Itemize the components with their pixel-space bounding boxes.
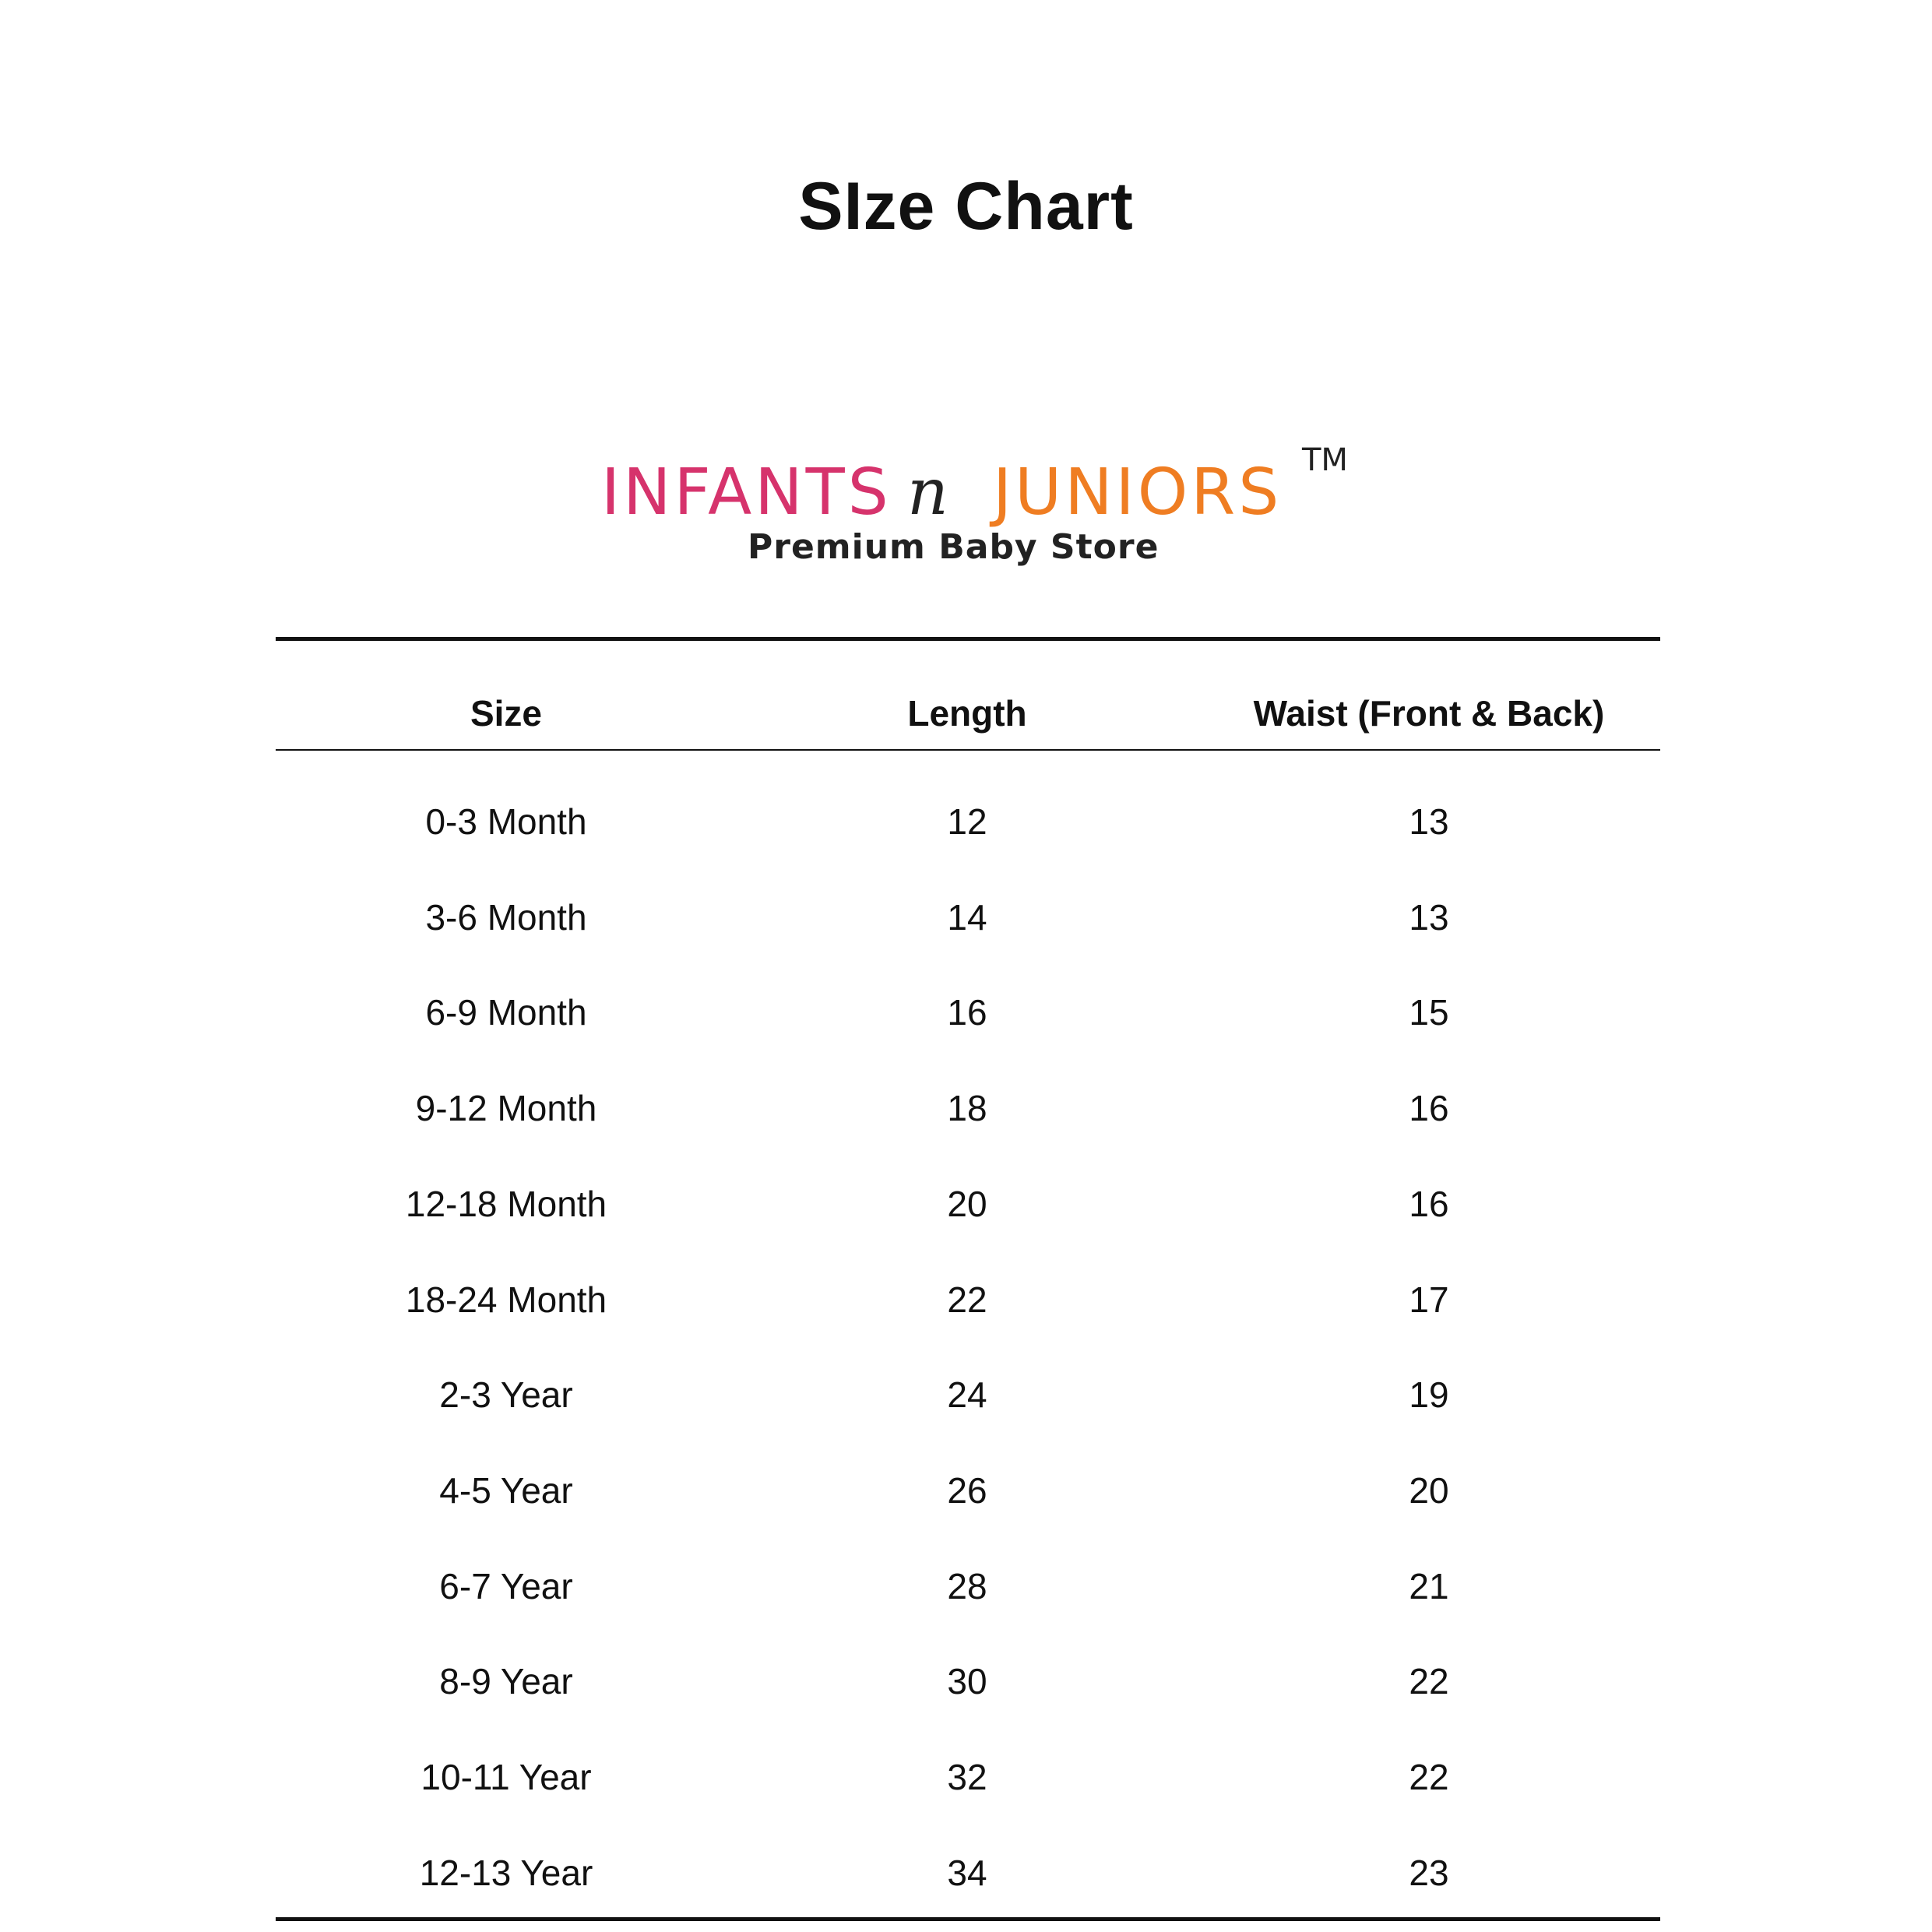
cell-length: 16 (947, 992, 987, 1033)
cell-waist: 23 (1409, 1853, 1449, 1893)
logo-word-juniors: JUNIORS (993, 456, 1283, 530)
cell-size: 0-3 Month (425, 801, 587, 842)
cell-size: 12-13 Year (419, 1853, 593, 1893)
cell-waist: 13 (1409, 897, 1449, 938)
cell-size: 9-12 Month (415, 1088, 597, 1128)
table-row (0, 1849, 1932, 1896)
header-waist: Waist (Front & Back) (1253, 693, 1605, 734)
cell-size: 3-6 Month (425, 897, 587, 938)
brand-logo (592, 432, 1363, 580)
cell-waist: 22 (1409, 1757, 1449, 1797)
header-size: Size (470, 693, 543, 734)
cell-size: 12-18 Month (405, 1184, 607, 1224)
cell-length: 24 (947, 1374, 987, 1415)
cell-waist: 22 (1409, 1661, 1449, 1701)
cell-waist: 17 (1409, 1279, 1449, 1320)
cell-waist: 15 (1409, 992, 1449, 1033)
table-row (0, 1371, 1932, 1418)
table-row (0, 1181, 1932, 1227)
cell-length: 18 (947, 1088, 987, 1128)
header-length: Length (907, 693, 1027, 734)
cell-waist: 20 (1409, 1470, 1449, 1511)
trademark-mark: TM (1302, 442, 1348, 478)
cell-length: 28 (947, 1566, 987, 1606)
cell-waist: 21 (1409, 1566, 1449, 1606)
table-row (0, 1754, 1932, 1800)
page-title: SIze Chart (798, 169, 1134, 244)
table-header-rule (276, 749, 1660, 751)
table-row (0, 894, 1932, 941)
table-row (0, 1563, 1932, 1610)
cell-waist: 19 (1409, 1374, 1449, 1415)
logo-connector: n (907, 456, 948, 530)
cell-length: 14 (947, 897, 987, 938)
cell-size: 10-11 Year (421, 1757, 592, 1797)
table-row (0, 1467, 1932, 1514)
logo-tagline: Premium Baby Store (748, 527, 1160, 567)
table-row (0, 798, 1932, 845)
cell-size: 2-3 Year (439, 1374, 573, 1415)
table-row (0, 989, 1932, 1036)
cell-size: 18-24 Month (405, 1279, 607, 1320)
cell-length: 22 (947, 1279, 987, 1320)
table-row (0, 1085, 1932, 1131)
cell-size: 6-7 Year (439, 1566, 573, 1606)
cell-size: 6-9 Month (425, 992, 587, 1033)
cell-waist: 16 (1409, 1184, 1449, 1224)
table-top-rule (276, 637, 1660, 641)
cell-length: 34 (947, 1853, 987, 1893)
cell-size: 4-5 Year (439, 1470, 573, 1511)
cell-waist: 13 (1409, 801, 1449, 842)
cell-length: 20 (947, 1184, 987, 1224)
cell-length: 30 (947, 1661, 987, 1701)
cell-size: 8-9 Year (439, 1661, 573, 1701)
cell-length: 32 (947, 1757, 987, 1797)
table-bottom-rule (276, 1917, 1660, 1921)
logo-word-infants: INFANTS (601, 456, 892, 530)
table-row (0, 1276, 1932, 1323)
cell-length: 12 (947, 801, 987, 842)
cell-length: 26 (947, 1470, 987, 1511)
table-row (0, 1658, 1932, 1705)
cell-waist: 16 (1409, 1088, 1449, 1128)
